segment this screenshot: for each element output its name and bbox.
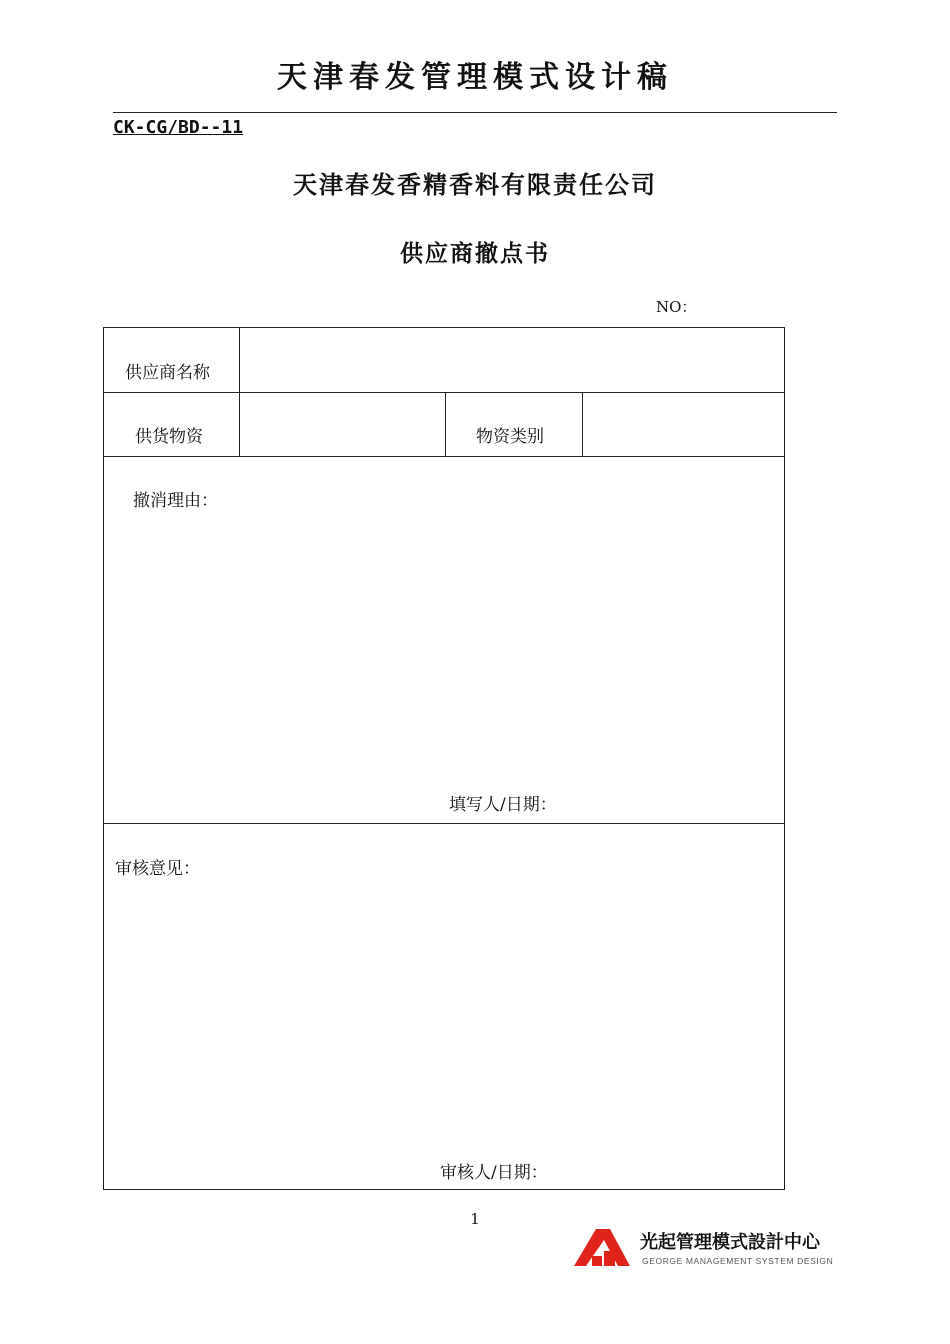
document-code: CK-CG/BD--11 xyxy=(113,117,244,138)
logo-a-mark-icon xyxy=(574,1226,634,1270)
document-header-title: 天津春发管理模式设计稿 xyxy=(277,60,673,95)
logo-chinese-text: 光起管理模式設計中心 xyxy=(640,1232,820,1253)
supplied-goods-field[interactable] xyxy=(240,393,444,455)
cancel-reason-field[interactable] xyxy=(105,508,783,778)
row-divider xyxy=(104,456,784,457)
logo-english-text: GEORGE MANAGEMENT SYSTEM DESIGN xyxy=(642,1256,834,1266)
filler-date-label: 填写人/日期： xyxy=(449,795,557,815)
column-divider xyxy=(445,392,446,456)
form-title: 供应商撤点书 xyxy=(400,241,550,267)
row-divider xyxy=(104,823,784,824)
supplier-withdrawal-form xyxy=(103,327,785,1190)
company-name: 天津春发香精香料有限责任公司 xyxy=(293,171,657,199)
goods-category-label: 物资类别 xyxy=(476,427,544,447)
header-divider xyxy=(113,112,837,113)
company-logo xyxy=(574,1226,844,1270)
supplier-name-label: 供应商名称 xyxy=(125,363,210,383)
supplied-goods-label: 供货物资 xyxy=(135,427,203,447)
supplier-name-field[interactable] xyxy=(240,329,784,391)
page-number: 1 xyxy=(470,1210,480,1228)
form-number-label: NO： xyxy=(656,298,697,316)
cancel-reason-label: 撤消理由： xyxy=(133,491,218,511)
review-opinion-field[interactable] xyxy=(105,878,783,1148)
reviewer-date-label: 审核人/日期： xyxy=(440,1163,548,1183)
review-opinion-label: 审核意见： xyxy=(115,859,200,879)
goods-category-field[interactable] xyxy=(583,393,784,455)
